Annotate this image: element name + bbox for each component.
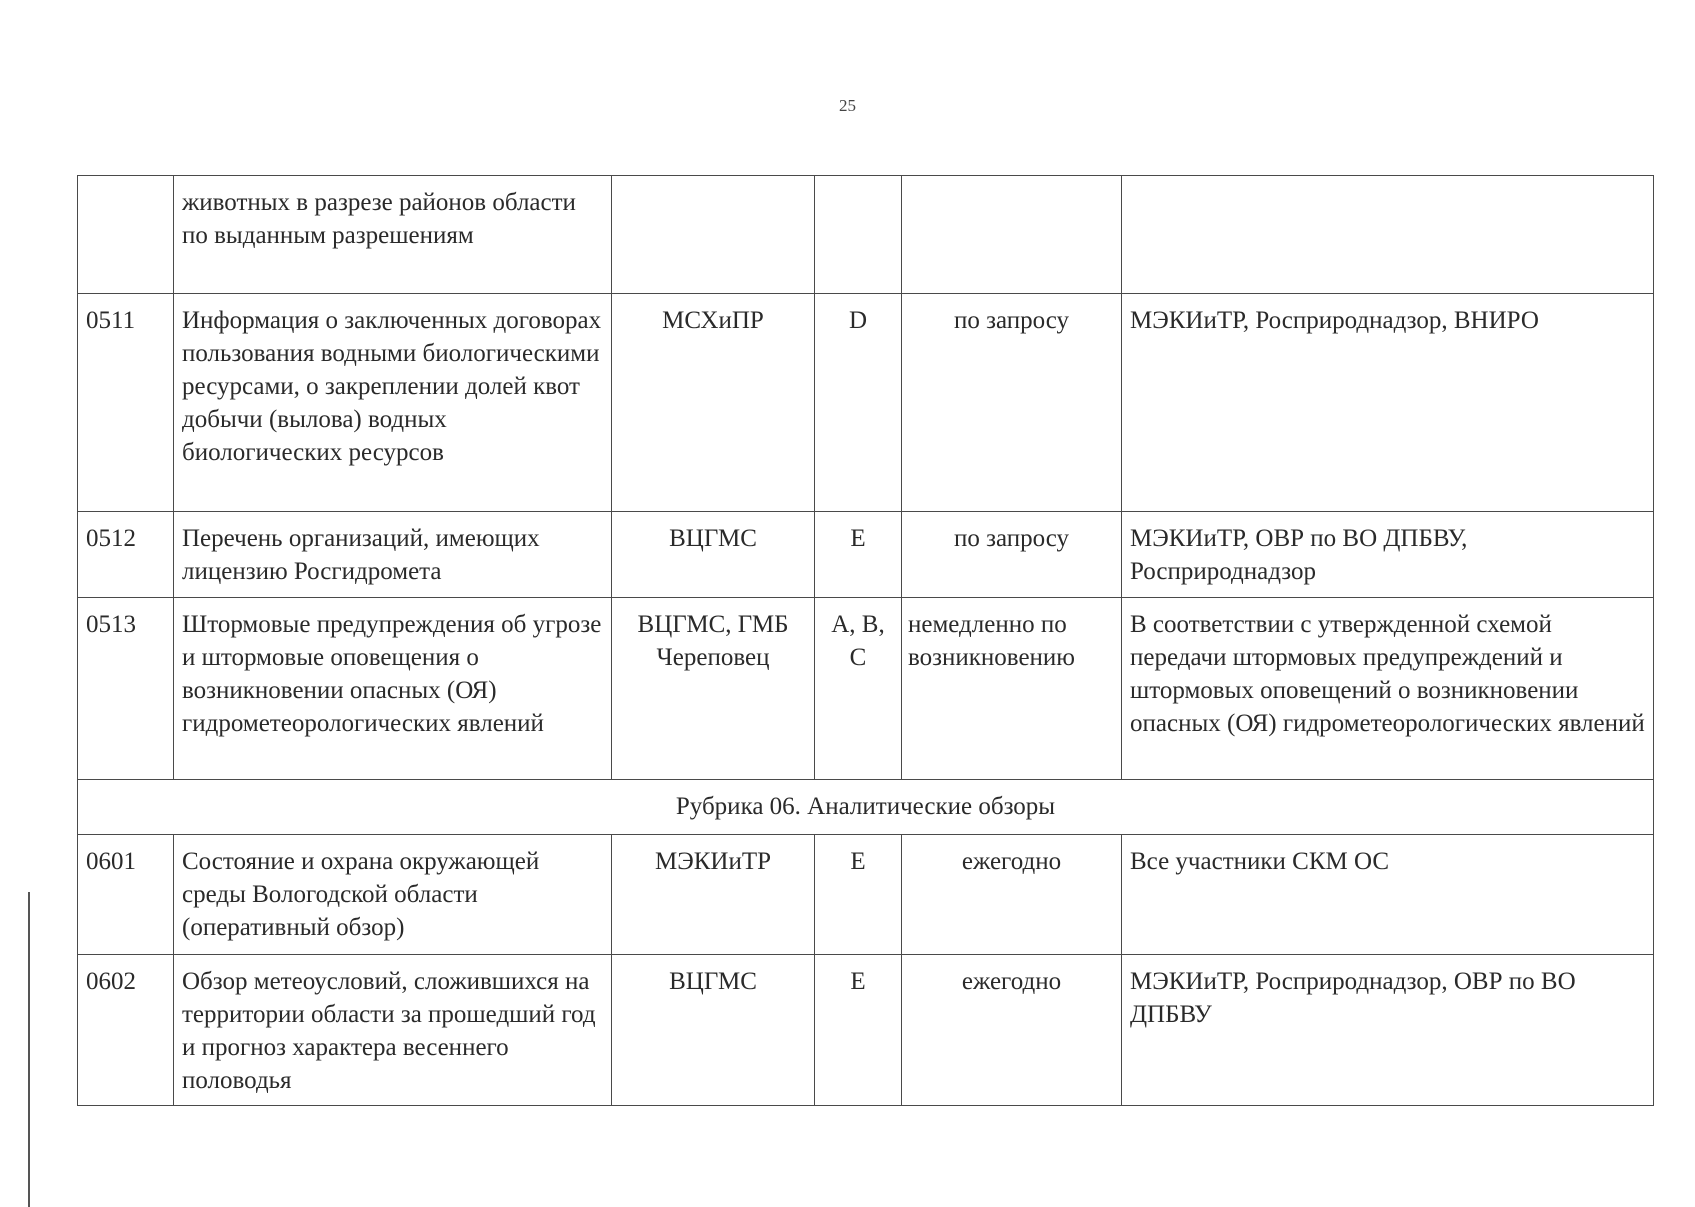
row-code: 0602 (78, 955, 174, 1106)
row-category (815, 176, 902, 294)
row-code: 0511 (78, 294, 174, 512)
row-source: МСХиПР (612, 294, 815, 512)
row-frequency: ежегодно (902, 955, 1122, 1106)
row-code: 0513 (78, 598, 174, 780)
row-recipients: В соответствии с утвержденной схемой передачи штормовых предупреждений и штормовых оповещений о возникновении опасных (ОЯ) гидрометеорологических явлений (1122, 598, 1654, 780)
row-name: животных в разрезе районов области по выданным разрешениям (174, 176, 612, 294)
row-category: D (815, 294, 902, 512)
scan-margin-line (28, 892, 30, 1207)
row-frequency: немедленно по возникновению (902, 598, 1122, 780)
section-heading: Рубрика 06. Аналитические обзоры (78, 780, 1654, 835)
row-code: 0601 (78, 835, 174, 955)
table-row-continuation (78, 176, 1654, 294)
row-frequency (902, 176, 1122, 294)
row-source: ВЦГМС, ГМБ Череповец (612, 598, 815, 780)
row-recipients: МЭКИиТР, ОВР по ВО ДПБВУ, Росприроднадзор (1122, 512, 1654, 598)
document-table (77, 175, 1654, 1106)
row-code: 0512 (78, 512, 174, 598)
row-source: ВЦГМС (612, 955, 815, 1106)
row-recipients: МЭКИиТР, Росприроднадзор, ОВР по ВО ДПБВУ (1122, 955, 1654, 1106)
row-frequency: ежегодно (902, 835, 1122, 955)
row-name: Перечень организаций, имеющих лицензию Росгидромета (174, 512, 612, 598)
page-number: 25 (839, 96, 856, 115)
row-recipients (1122, 176, 1654, 294)
table-row-0513 (78, 598, 1654, 780)
row-category: E (815, 512, 902, 598)
row-name: Обзор метеоусловий, сложившихся на территории области за прошедший год и прогноз характера весеннего половодья (174, 955, 612, 1106)
row-frequency: по запросу (902, 512, 1122, 598)
table-row-0512 (78, 512, 1654, 598)
row-source: ВЦГМС (612, 512, 815, 598)
row-recipients: МЭКИиТР, Росприроднадзор, ВНИРО (1122, 294, 1654, 512)
row-code (78, 176, 174, 294)
table-row-0601 (78, 835, 1654, 955)
table-row-0602 (78, 955, 1654, 1106)
row-frequency: по запросу (902, 294, 1122, 512)
row-name: Информация о заключенных договорах пользования водными биологическими ресурсами, о закреплении долей квот добычи (вылова) водных биологических ресурсов (174, 294, 612, 512)
row-recipients: Все участники СКМ ОС (1122, 835, 1654, 955)
row-category: A, B, C (815, 598, 902, 780)
section-heading-row (78, 780, 1654, 835)
table-row-0511 (78, 294, 1654, 512)
row-category: E (815, 955, 902, 1106)
row-source (612, 176, 815, 294)
row-category: E (815, 835, 902, 955)
row-name: Состояние и охрана окружающей среды Вологодской области (оперативный обзор) (174, 835, 612, 955)
row-source: МЭКИиТР (612, 835, 815, 955)
row-name: Штормовые предупреждения об угрозе и штормовые оповещения о возникновении опасных (ОЯ) гидрометеорологических явлений (174, 598, 612, 780)
